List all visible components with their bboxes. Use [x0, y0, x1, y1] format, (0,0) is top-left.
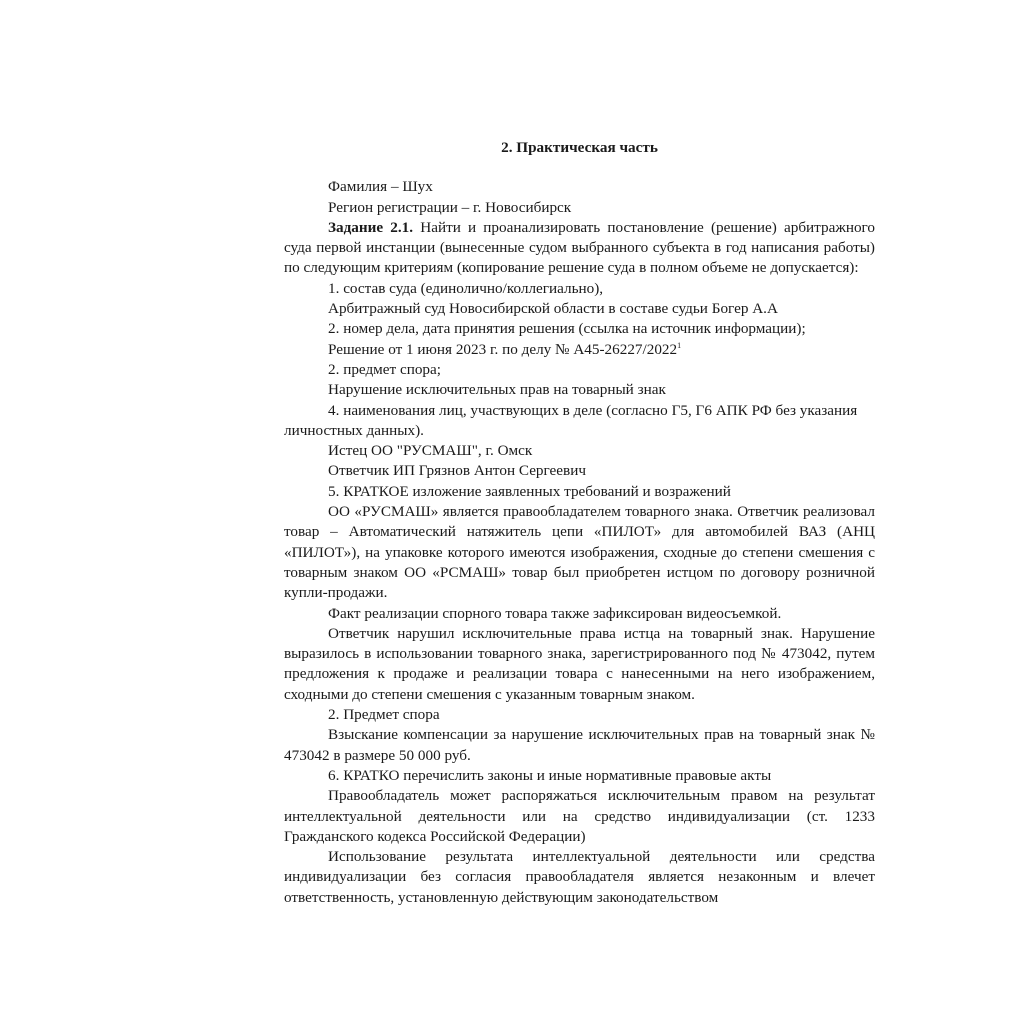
- footnote-ref[interactable]: 1: [677, 340, 682, 350]
- task-text: Найти и проанализировать постановление (решение) арбитражного суда первой инстанции (вынесенные судом выбранного субъекта в год написания работы) по следующим критериям (копирование решение суда в полном объеме не допускается):: [284, 218, 875, 277]
- paragraph-plaintiff: Истец ОО "РУСМАШ", г. Омск: [328, 442, 533, 460]
- decision-text: Решение от 1 июня 2023 г. по делу № А45-26227/2022: [328, 340, 678, 358]
- paragraph-subject-criteria: 2. предмет спора;: [328, 360, 441, 378]
- document-body: [284, 138, 875, 986]
- paragraph-task: [284, 218, 875, 279]
- paragraph-subject: Нарушение исключительных прав на товарный знак: [328, 381, 666, 399]
- paragraph-violation: Ответчик нарушил исключительные права истца на товарный знак. Нарушение выразилось в использовании товарного знака, зарегистрированного под № 473042, путем предложения к продаже и реализации товара с нанесенными на него изображением, сходными до степени смешения с указанным товарным знаком.: [284, 624, 875, 703]
- paragraph-court: Арбитражный суд Новосибирской области в составе судьи Богер А.А: [328, 300, 778, 318]
- paragraph-law-usage: Использование результата интеллектуальной деятельности или средства индивидуализации без согласия правообладателя является незаконным и влечет ответственность, установленную действующим законодательством: [284, 848, 875, 906]
- paragraph-claims: ОО «РУСМАШ» является правообладателем товарного знака. Ответчик реализовал товар – Автоматический натяжитель цепи «ПИЛОТ» для автомобилей ВАЗ (АНЦ «ПИЛОТ»), на упаковке которого имеются изображения, сходные до степени смешения с товарным знаком ОО «РСМАШ» товар был приобретен истцом по договору розничной купли-продажи.: [284, 503, 875, 602]
- paragraph-video: Факт реализации спорного товара также зафиксирован видеосъемкой.: [328, 604, 782, 622]
- section-title: 2. Практическая часть: [501, 139, 658, 156]
- paragraph-law-1233: Правообладатель может распоряжаться исключительным правом на результат интеллектуальной деятельности или на средство индивидуализации (ст. 1233 Гражданского кодекса Российской Федерации): [284, 787, 875, 845]
- task-label: Задание 2.1.: [328, 218, 414, 236]
- paragraph-surname: Фамилия – Шух: [328, 178, 433, 196]
- paragraph-laws-criteria: 6. КРАТКО перечислить законы и иные нормативные правовые акты: [328, 766, 772, 784]
- paragraph-case-number-criteria: 2. номер дела, дата принятия решения (ссылка на источник информации);: [328, 320, 806, 338]
- paragraph-parties-criteria: 4. наименования лиц, участвующих в деле (согласно Г5, Г6 АПК РФ без указания личностных данных).: [284, 401, 858, 439]
- paragraph-decision: [284, 340, 875, 360]
- paragraph-defendant: Ответчик ИП Грязнов Антон Сергеевич: [328, 462, 586, 480]
- paragraph-region: Регион регистрации – г. Новосибирск: [328, 198, 572, 216]
- paragraph-claims-criteria: 5. КРАТКОЕ изложение заявленных требований и возражений: [328, 482, 731, 500]
- paragraph-subject-2: 2. Предмет спора: [328, 706, 440, 724]
- paragraph-compensation: Взыскание компенсации за нарушение исключительных прав на товарный знак № 473042 в размере 50 000 руб.: [284, 726, 875, 764]
- paragraph-court-composition: 1. состав суда (единолично/коллегиально),: [328, 279, 604, 297]
